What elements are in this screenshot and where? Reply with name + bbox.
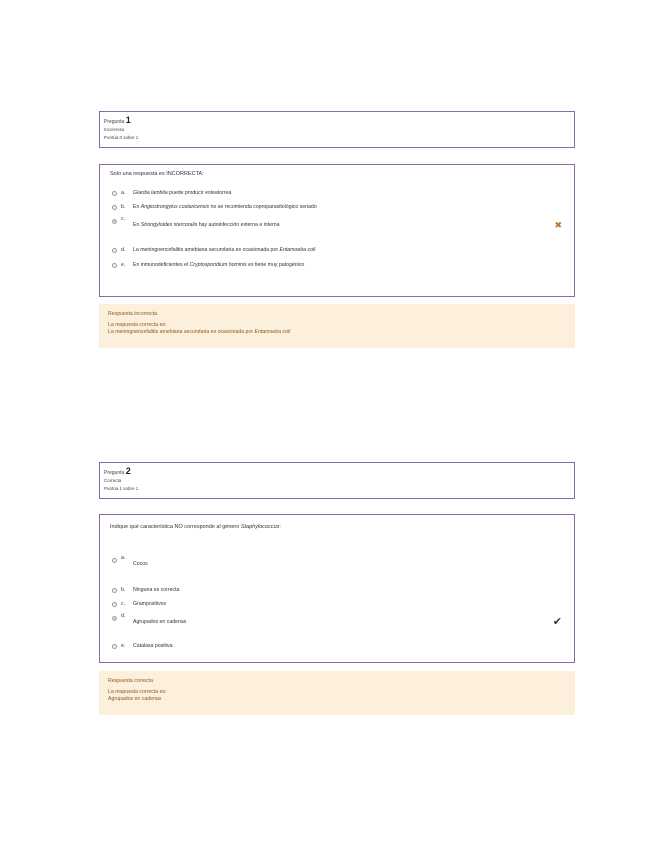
question-1-info: [99, 111, 575, 148]
radio-button[interactable]: [112, 644, 117, 649]
option-letter: e.: [121, 262, 126, 268]
option-e[interactable]: [112, 262, 304, 268]
radio-button[interactable]: [112, 248, 117, 253]
radio-button[interactable]: [112, 191, 117, 196]
option-text: La meningoencefalitis amebiana secundaria es ocasionada por Entamoeba coli: [133, 247, 316, 253]
question-2-feedback: [99, 671, 575, 715]
option-text: En Angiostrongylus costaricensis no se recomienda coproparasitológico seriado: [133, 204, 317, 210]
option-text: En inmunodeficientes el Cryptosporidium hominis es tiene muy patogénico: [133, 262, 305, 268]
radio-button[interactable]: [112, 219, 117, 224]
option-letter: c.: [121, 601, 126, 607]
option-text: Cocos: [133, 561, 148, 567]
option-d[interactable]: [112, 615, 186, 625]
option-text: Agrupados en cadenas: [133, 619, 187, 625]
feedback-status: Respuesta correcta: [108, 678, 153, 684]
question-2-content: [99, 514, 575, 663]
radio-button[interactable]: [112, 588, 117, 593]
feedback-label: La respuesta correcta es:: [108, 688, 167, 695]
question-1-content: [99, 164, 575, 297]
option-b[interactable]: [112, 587, 179, 593]
question-2-info: [99, 462, 575, 499]
option-text: Giardia lamblia puede producir esteatorrea: [133, 190, 232, 196]
option-text: Ninguna es correcta: [133, 587, 180, 593]
feedback-status: Respuesta incorrecta.: [108, 311, 159, 317]
question-text: Indique qué característica NO corresponde al género Staphylococcus:: [110, 524, 281, 530]
feedback-label: La respuesta correcta es:: [108, 321, 167, 328]
option-d[interactable]: [112, 247, 315, 253]
radio-button[interactable]: [112, 205, 117, 210]
option-letter: a.: [121, 555, 126, 561]
option-letter: c.: [121, 216, 126, 222]
option-e[interactable]: [112, 643, 173, 649]
radio-button[interactable]: [112, 602, 117, 607]
option-text: Catalasa positiva: [133, 643, 173, 649]
option-letter: a.: [121, 190, 126, 196]
radio-button[interactable]: [112, 558, 117, 563]
option-letter: b.: [121, 204, 126, 210]
option-letter: d.: [121, 247, 126, 253]
feedback-answer: La meningoencefalitis amebiana secundaria es ocasionada por Entamoeba coli: [108, 329, 291, 335]
question-score: Puntúa 1 sobre 1: [104, 486, 139, 491]
option-a[interactable]: [112, 190, 231, 196]
question-state: Incorrecta: [104, 127, 125, 132]
option-letter: b.: [121, 587, 126, 593]
question-score: Puntúa 0 sobre 1: [104, 135, 139, 140]
question-1-feedback: [99, 304, 575, 348]
question-number: Pregunta 1: [104, 115, 131, 125]
option-letter: d.: [121, 613, 126, 619]
check-icon: ✔: [552, 616, 562, 628]
question-state: Correcta: [104, 478, 122, 483]
option-c[interactable]: [112, 218, 280, 228]
option-text: En Strongyloides stercoralis hay autoinfección externa e interna: [133, 222, 280, 228]
radio-button[interactable]: [112, 616, 117, 621]
cross-icon: ✖: [554, 220, 562, 230]
radio-button[interactable]: [112, 263, 117, 268]
option-a[interactable]: [112, 557, 148, 567]
option-letter: e.: [121, 643, 126, 649]
option-c[interactable]: [112, 601, 166, 607]
feedback-answer: Agrupados en cadenas: [108, 696, 162, 702]
option-text: Grampositivos: [133, 601, 167, 607]
option-b[interactable]: [112, 204, 317, 210]
question-number: Pregunta 2: [104, 466, 131, 476]
question-text: Solo una respuesta es INCORRECTA:: [110, 171, 204, 177]
